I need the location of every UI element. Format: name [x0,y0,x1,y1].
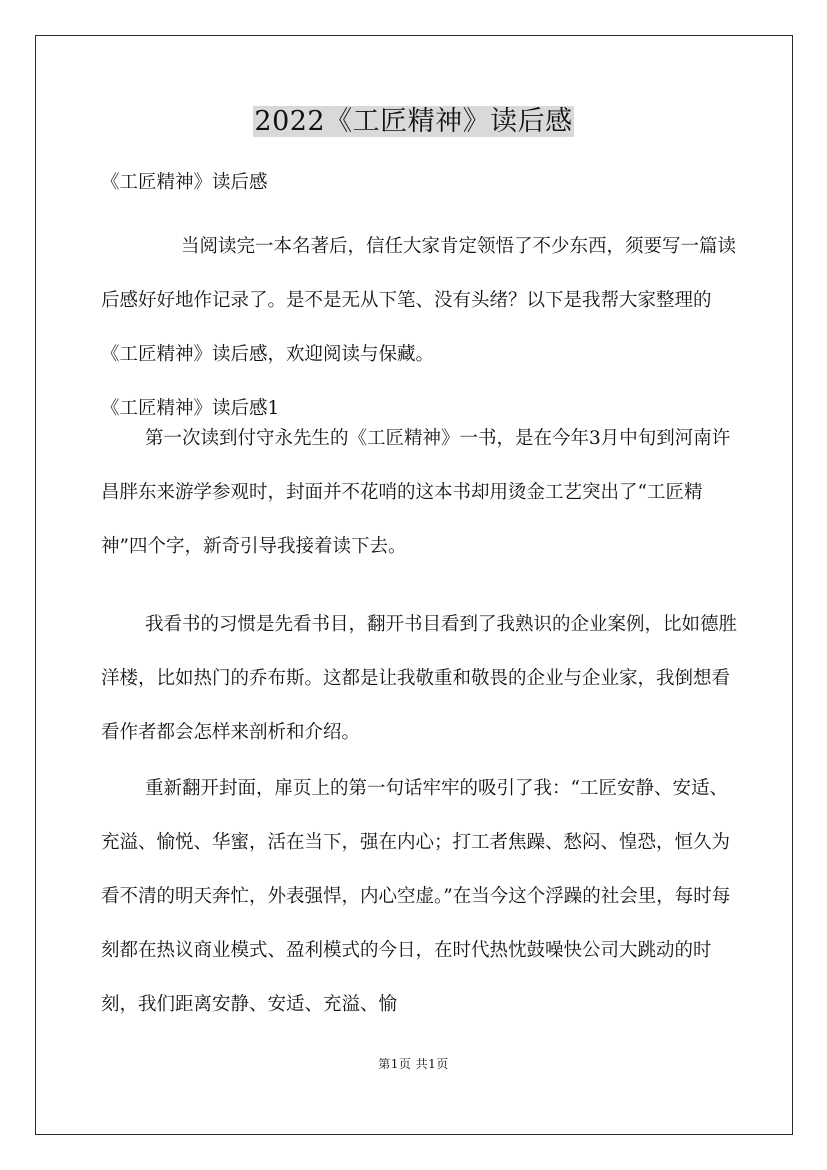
body-paragraph: 重新翻开封面，扉页上的第一句话牢牢的吸引了我：“工匠安静、安适、充溢、愉悦、华蜜，活在当下，强在内心；打工者焦躁、愁闷、惶恐，恒久为看不清的明天奔忙，外表强悍，内心空虚。”在当今这个浮躁的社会里，每时每刻都在热议商业模式、盈利模式的今日，在时代热忱鼓噪快公司大跳动的时刻，我们距离安静、安适、充溢、愉 [101,778,731,1015]
intro-paragraph: 当阅读完一本名著后，信任大家肯定领悟了不少东西，须要写一篇读后感好好地作记录了。是不是无从下笔、没有头绪？以下是我帮大家整理的《工匠精神》读后感，欢迎阅读与保藏。 [101,236,737,365]
document-title-text: 2022《工匠精神》读后感 [254,106,573,137]
document-title [0,102,827,142]
section-heading: 《工匠精神》读后感1 [101,398,280,419]
body-paragraph: 第一次读到付守永先生的《工匠精神》一书，是在今年3月中旬到河南许昌胖东来游学参观时，封面并不花哨的这本书却用烫金工艺突出了“工匠精神”四个字，新奇引导我接着读下去。 [101,428,731,557]
page-number-footer: 第1页 共1页 [378,1057,449,1071]
document-subheading: 《工匠精神》读后感 [101,172,268,193]
body-paragraph: 我看书的习惯是先看书目，翻开书目看到了我熟识的企业案例，比如德胜洋楼，比如热门的乔布斯。这都是让我敬重和敬畏的企业与企业家，我倒想看看作者都会怎样来剖析和介绍。 [101,614,738,743]
